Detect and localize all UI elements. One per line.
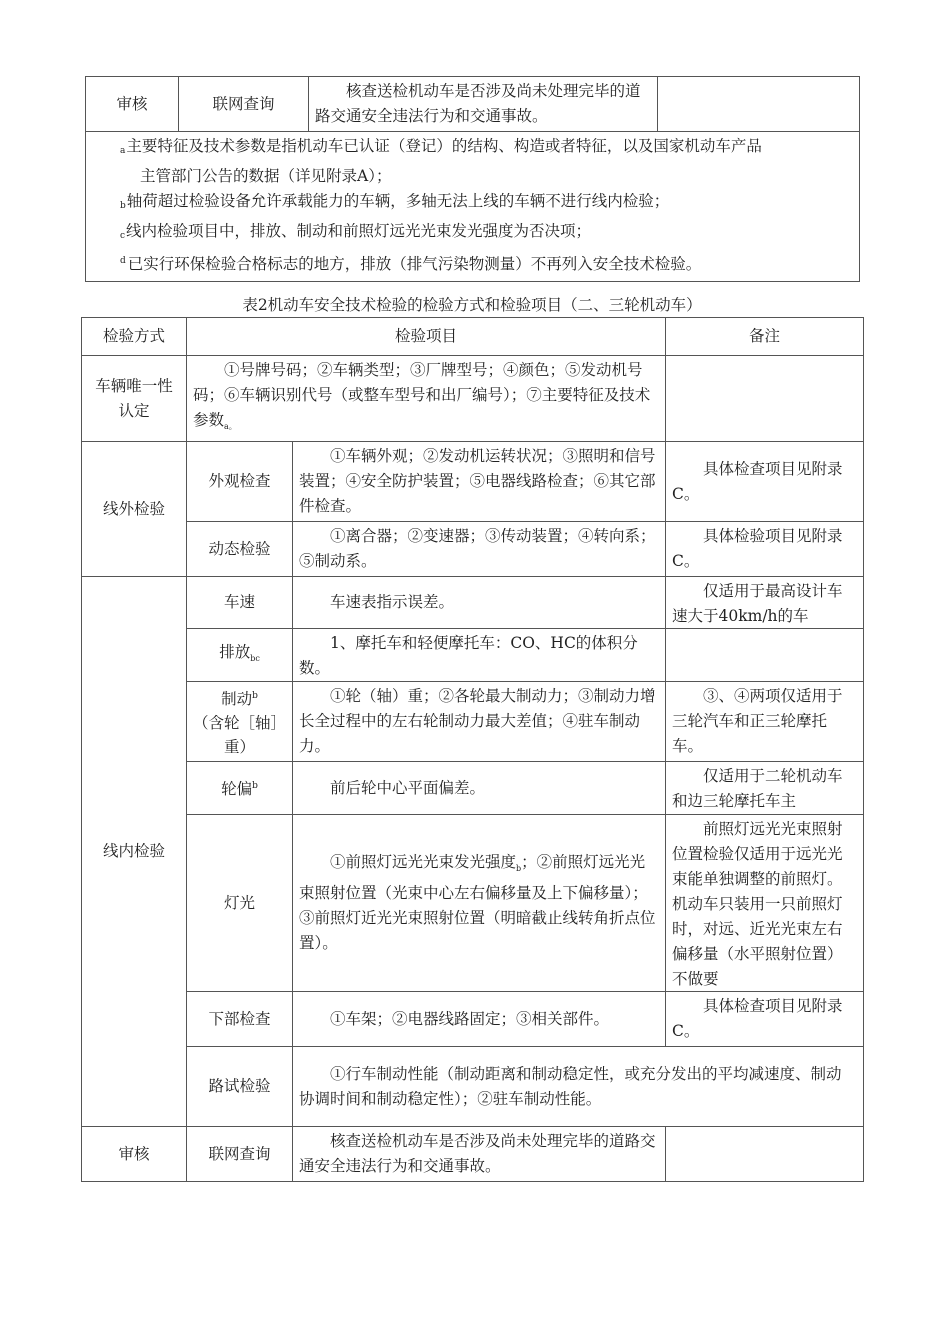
remark-cell — [666, 1127, 864, 1182]
content-cell: 1、摩托车和轻便摩托车：CO、HC的体积分数。 — [293, 629, 666, 682]
table-row — [82, 815, 864, 992]
method-cell: 线外检验 — [82, 442, 187, 577]
item-cell: 轮偏$^b$ — [187, 762, 293, 815]
item-cell: 外观检查 — [187, 442, 293, 522]
remark-cell: ③、④两项仅适用于三轮汽车和正三轮摩托车。 — [666, 682, 864, 762]
method-cell: 车辆唯一性认定 — [82, 356, 187, 442]
note-b: b轴荷超过检验设备允许承载能力的车辆，多轴无法上线的车辆不进行线内检验； — [120, 192, 670, 211]
table-caption: 表2机动车安全技术检验的检验方式和检验项目（二、三轮机动车） — [242, 296, 702, 314]
content-cell: ①前照灯远光光束发光强度$_b$；②前照灯远光光束照射位置（光束中心左右偏移量及上下偏移量）；③前照灯近光光束照射位置（明暗截止线转角折点位置）。 — [293, 815, 666, 992]
note-d: $^d$ 已实行环保检验合格标志的地方，排放（排气污染物测量）不再列入安全技术检验。 — [120, 255, 702, 273]
audit-row — [86, 77, 860, 132]
method-cell: 审核 — [82, 1127, 187, 1182]
remark-cell: 具体检查项目见附录C。 — [666, 442, 864, 522]
notes-cell — [86, 132, 860, 282]
table-row — [82, 522, 864, 577]
table-row — [82, 762, 864, 815]
item-cell: 动态检验 — [187, 522, 293, 577]
remark-cell: 具体检查项目见附录C。 — [666, 992, 864, 1047]
item-cell: 联网查询 — [179, 77, 309, 132]
remark-cell: 仅适用于最高设计车速大于40km/h的车 — [666, 577, 864, 629]
table-row — [82, 992, 864, 1047]
note-c: c线内检验项目中，排放、制动和前照灯远光光束发光强度为否决项； — [120, 222, 592, 241]
item-cell: 联网查询 — [187, 1127, 293, 1182]
content-cell: 核查送检机动车是否涉及尚未处理完毕的道路交通安全违法行为和交通事故。 — [309, 77, 658, 132]
content-cell: ①车架；②电器线路固定；③相关部件。 — [293, 992, 666, 1047]
content-cell: 车速表指示误差。 — [293, 577, 666, 629]
table-row — [82, 629, 864, 682]
audit-row — [82, 1127, 864, 1182]
content-cell: ①号牌号码；②车辆类型；③厂牌型号；④颜色；⑤发动机号码；⑥车辆识别代号（或整车型号和出厂编号）；⑦主要特征及技术参数$_{a。}$ — [187, 356, 666, 442]
road-test-row — [82, 1047, 864, 1127]
method-cell: 线内检验 — [82, 577, 187, 1127]
content-cell: ①行车制动性能（制动距离和制动稳定性，或充分发出的平均减速度、制动协调时间和制动稳定性）；②驻车制动性能。 — [293, 1047, 864, 1127]
header-remark: 备注 — [666, 318, 864, 356]
remark-cell — [666, 629, 864, 682]
item-cell: 下部检查 — [187, 992, 293, 1047]
item-cell: 车速 — [187, 577, 293, 629]
header-method: 检验方式 — [82, 318, 187, 356]
remark-cell — [666, 356, 864, 442]
content-cell: 前后轮中心平面偏差。 — [293, 762, 666, 815]
item-cell: 灯光 — [187, 815, 293, 992]
content-cell: ①轮（轴）重；②各轮最大制动力；③制动力增长全过程中的左右轮制动力最大差值；④驻车制动力。 — [293, 682, 666, 762]
table-row — [82, 442, 864, 522]
notes-row — [86, 132, 860, 282]
note-a: a主要特征及技术参数是指机动车已认证（登记）的结构、构造或者特征，以及国家机动车产品 — [120, 137, 762, 156]
item-cell: 排放$_{bc}$ — [187, 629, 293, 682]
method-cell: 审核 — [86, 77, 179, 132]
header-row — [82, 318, 864, 356]
content-cell: ①离合器；②变速器；③传动装置；④转向系；⑤制动系。 — [293, 522, 666, 577]
table-row — [82, 682, 864, 762]
remark-cell: 前照灯远光光束照射位置检验仅适用于远光光束能单独调整的前照灯。机动车只装用一只前照灯时，对远、近光光束左右偏移量（水平照射位置）不做要 — [666, 815, 864, 992]
header-items: 检验项目 — [187, 318, 666, 356]
remark-cell: 仅适用于二轮机动车和边三轮摩托车主 — [666, 762, 864, 815]
remark-cell — [658, 77, 860, 132]
remark-cell: 具体检验项目见附录C。 — [666, 522, 864, 577]
item-cell: 制动$^b$ （含轮［轴］重） — [187, 682, 293, 762]
content-cell: 核查送检机动车是否涉及尚未处理完毕的道路交通安全违法行为和交通事故。 — [293, 1127, 666, 1182]
vehicle-id-row — [82, 356, 864, 442]
top-table — [85, 76, 860, 282]
method-cell: 路试检验 — [187, 1047, 293, 1127]
table-row — [82, 577, 864, 629]
inspection-table — [81, 317, 864, 1182]
content-cell: ①车辆外观；②发动机运转状况；③照明和信号装置；④安全防护装置；⑤电器线路检查；⑥其它部件检查。 — [293, 442, 666, 522]
note-a-cont: 主管部门公告的数据（详见附录A）； — [140, 167, 392, 185]
